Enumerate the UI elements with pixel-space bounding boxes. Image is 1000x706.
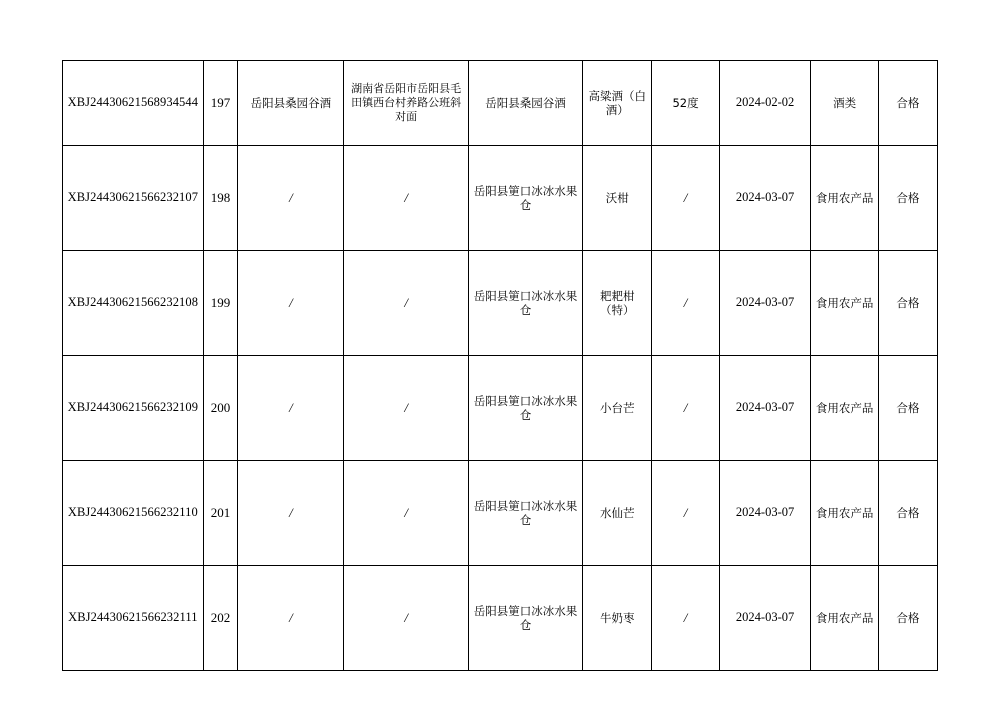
inspection-results-table-wrapper bbox=[62, 60, 938, 671]
cell-seq: 197 bbox=[203, 61, 238, 146]
cell-product-name: 水仙芒 bbox=[583, 461, 652, 566]
cell-producer: / bbox=[238, 356, 344, 461]
cell-sampling-date: 2024-03-07 bbox=[719, 251, 811, 356]
cell-result: 合格 bbox=[878, 356, 937, 461]
cell-vendor: 岳阳县筻口冰冰水果仓 bbox=[468, 251, 582, 356]
cell-seq: 199 bbox=[203, 251, 238, 356]
cell-seq: 198 bbox=[203, 146, 238, 251]
cell-result: 合格 bbox=[878, 61, 937, 146]
cell-category: 食用农产品 bbox=[811, 251, 878, 356]
cell-spec: / bbox=[652, 461, 719, 566]
cell-producer-address: / bbox=[344, 146, 468, 251]
cell-vendor: 岳阳县筻口冰冰水果仓 bbox=[468, 461, 582, 566]
cell-spec: / bbox=[652, 566, 719, 671]
cell-producer: 岳阳县桑园谷酒 bbox=[238, 61, 344, 146]
cell-sample-code: XBJ24430621566232111 bbox=[63, 566, 204, 671]
cell-sampling-date: 2024-03-07 bbox=[719, 566, 811, 671]
cell-sampling-date: 2024-02-02 bbox=[719, 61, 811, 146]
cell-vendor: 岳阳县筻口冰冰水果仓 bbox=[468, 146, 582, 251]
cell-producer: / bbox=[238, 566, 344, 671]
cell-sample-code: XBJ24430621566232107 bbox=[63, 146, 204, 251]
cell-sampling-date: 2024-03-07 bbox=[719, 146, 811, 251]
table-row bbox=[63, 566, 938, 671]
inspection-results-table bbox=[62, 60, 938, 671]
table-row bbox=[63, 61, 938, 146]
cell-producer: / bbox=[238, 461, 344, 566]
cell-sample-code: XBJ24430621566232108 bbox=[63, 251, 204, 356]
cell-product-name: 小台芒 bbox=[583, 356, 652, 461]
cell-vendor: 岳阳县筻口冰冰水果仓 bbox=[468, 356, 582, 461]
cell-producer-address: / bbox=[344, 461, 468, 566]
cell-product-name: 沃柑 bbox=[583, 146, 652, 251]
cell-result: 合格 bbox=[878, 461, 937, 566]
cell-spec: / bbox=[652, 251, 719, 356]
cell-sample-code: XBJ24430621566232109 bbox=[63, 356, 204, 461]
cell-category: 食用农产品 bbox=[811, 461, 878, 566]
cell-producer-address: / bbox=[344, 251, 468, 356]
cell-producer-address: / bbox=[344, 566, 468, 671]
cell-category: 酒类 bbox=[811, 61, 878, 146]
cell-result: 合格 bbox=[878, 251, 937, 356]
cell-seq: 200 bbox=[203, 356, 238, 461]
cell-seq: 201 bbox=[203, 461, 238, 566]
cell-sample-code: XBJ24430621568934544 bbox=[63, 61, 204, 146]
cell-category: 食用农产品 bbox=[811, 356, 878, 461]
cell-producer: / bbox=[238, 251, 344, 356]
table-row bbox=[63, 461, 938, 566]
cell-category: 食用农产品 bbox=[811, 566, 878, 671]
table-row bbox=[63, 146, 938, 251]
cell-result: 合格 bbox=[878, 566, 937, 671]
cell-spec: / bbox=[652, 146, 719, 251]
cell-spec: 52度 bbox=[652, 61, 719, 146]
cell-producer-address: / bbox=[344, 356, 468, 461]
cell-sampling-date: 2024-03-07 bbox=[719, 356, 811, 461]
cell-sampling-date: 2024-03-07 bbox=[719, 461, 811, 566]
cell-vendor: 岳阳县桑园谷酒 bbox=[468, 61, 582, 146]
cell-producer-address: 湖南省岳阳市岳阳县毛田镇西台村养路公班斜对面 bbox=[344, 61, 468, 146]
table-row bbox=[63, 356, 938, 461]
cell-result: 合格 bbox=[878, 146, 937, 251]
cell-product-name: 牛奶枣 bbox=[583, 566, 652, 671]
cell-producer: / bbox=[238, 146, 344, 251]
cell-spec: / bbox=[652, 356, 719, 461]
cell-sample-code: XBJ24430621566232110 bbox=[63, 461, 204, 566]
cell-category: 食用农产品 bbox=[811, 146, 878, 251]
cell-product-name: 高粱酒（白酒） bbox=[583, 61, 652, 146]
cell-vendor: 岳阳县筻口冰冰水果仓 bbox=[468, 566, 582, 671]
table-row bbox=[63, 251, 938, 356]
cell-seq: 202 bbox=[203, 566, 238, 671]
cell-product-name: 耙耙柑（特） bbox=[583, 251, 652, 356]
